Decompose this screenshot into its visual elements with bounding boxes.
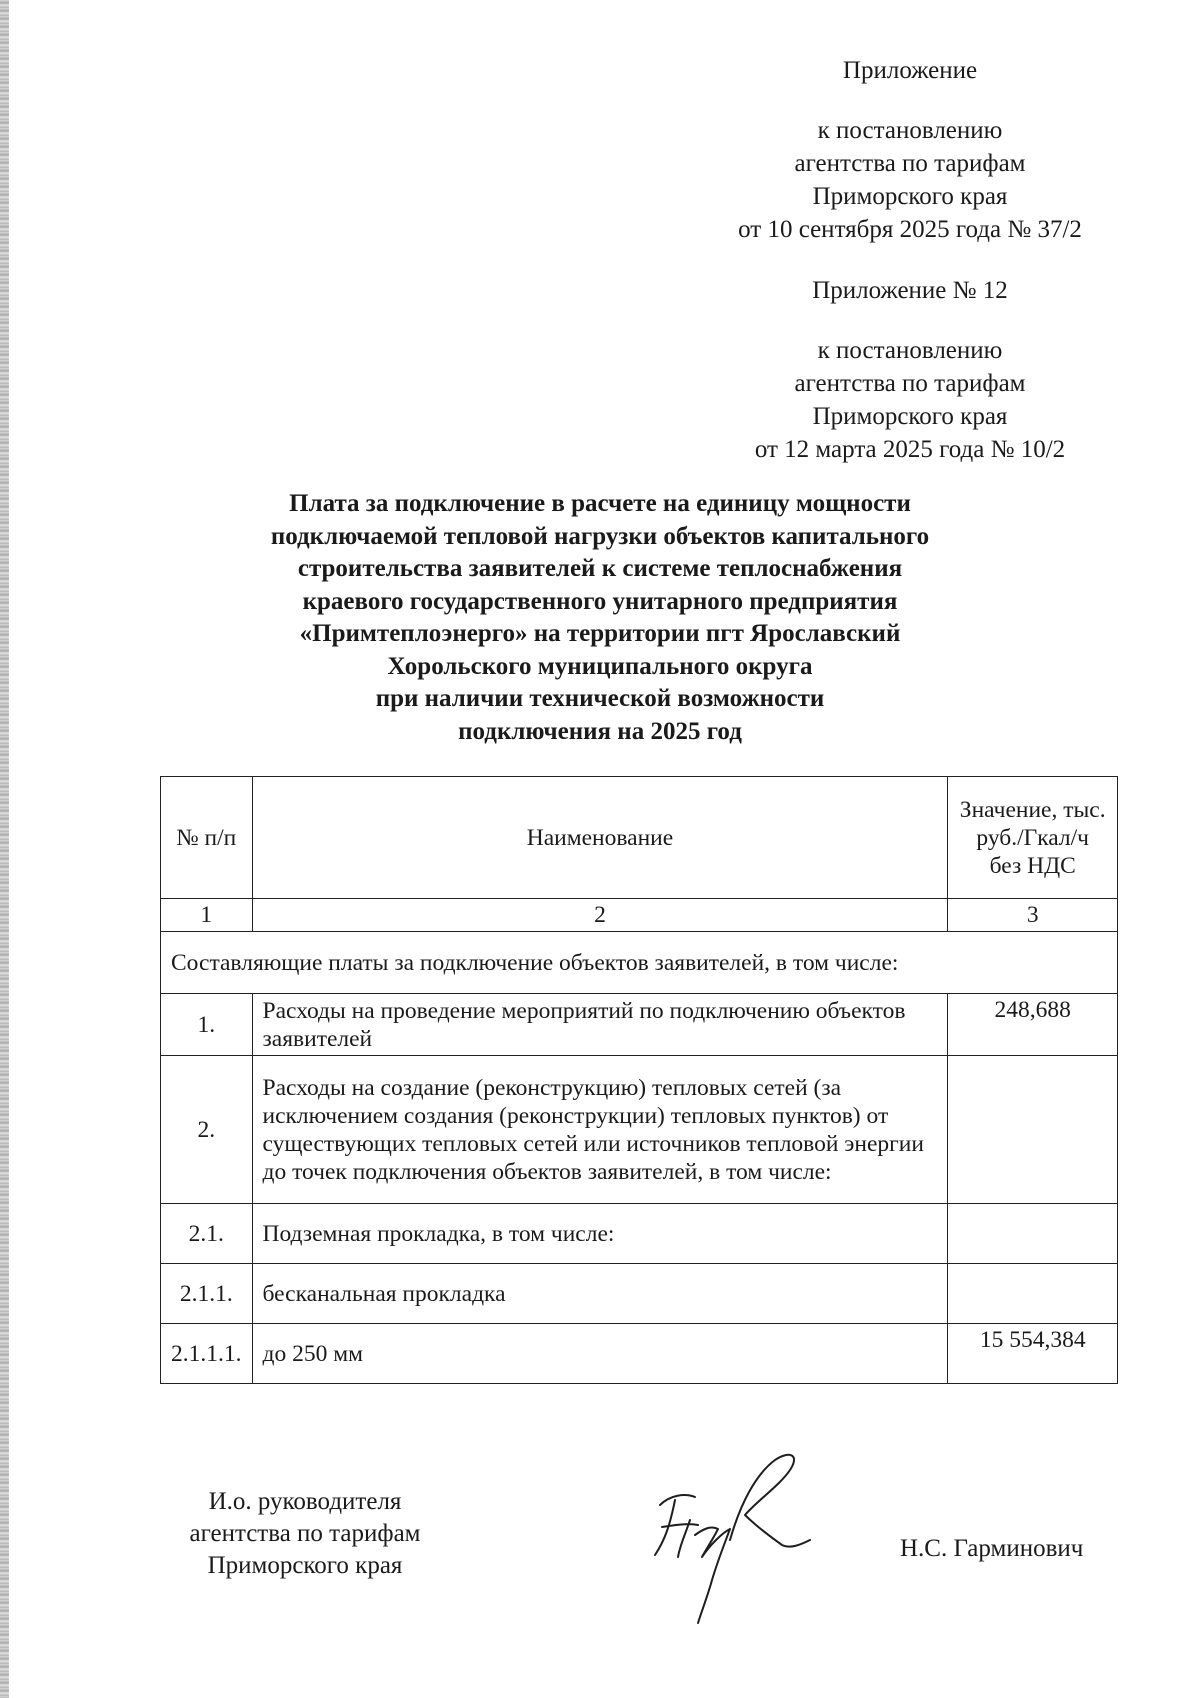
document-title (190, 488, 1010, 748)
row-name: бесканальная прокладка (252, 1264, 948, 1324)
row-number: 2.1. (161, 1204, 253, 1264)
row-number: 2.1.1. (161, 1264, 253, 1324)
table-row (161, 1056, 1118, 1204)
role-line: агентства по тарифам (189, 1520, 421, 1547)
title-line: подключаемой тепловой нагрузки объектов капитального (270, 522, 930, 550)
reference-line: к постановлению (817, 117, 1003, 144)
appendix-12-label: Приложение № 12 (812, 277, 1008, 304)
reference-line: Приморского края (812, 183, 1008, 210)
appendix-label: Приложение (842, 57, 978, 84)
row-name: Расходы на проведение мероприятий по подключению объектов заявителей (252, 994, 948, 1056)
resolution-reference-1 (660, 114, 1160, 246)
column-number-row (161, 899, 1118, 932)
col-number: 3 (948, 899, 1118, 932)
reference-line: агентства по тарифам (794, 150, 1026, 177)
reference-line: Приморского края (812, 403, 1008, 430)
title-line: «Примтеплоэнерго» на территории пгт Ярославский (299, 620, 901, 647)
reference-line: к постановлению (817, 337, 1003, 364)
section-row (161, 932, 1118, 994)
col-header-name: Наименование (252, 777, 948, 899)
title-line: Плата за подключение в расчете на единицу мощности (289, 490, 911, 517)
resolution-reference-2 (660, 334, 1160, 466)
col-number: 1 (161, 899, 253, 932)
appendix-heading (660, 54, 1160, 87)
role-line: Приморского края (207, 1552, 403, 1579)
tariff-table (160, 776, 1118, 1384)
row-number: 2.1.1.1. (161, 1324, 253, 1384)
row-name: Расходы на создание (реконструкцию) тепловых сетей (за исключением создания (реконструкции) тепловых пунктов) от существующих тепловых сетей или источников тепловой энергии до точек подключения объектов заявителей, в том числе: (252, 1056, 948, 1204)
title-line: подключения на 2025 год (458, 717, 742, 745)
scan-edge-artifact (0, 0, 9, 1698)
title-line: Хорольского муниципального округа (387, 652, 813, 680)
table-row (161, 1324, 1118, 1384)
row-value: 248,688 (948, 994, 1118, 1056)
reference-line: агентства по тарифам (794, 370, 1026, 397)
row-value (948, 1056, 1118, 1204)
section-label: Составляющие платы за подключение объектов заявителей, в том числе: (161, 932, 1118, 994)
reference-line: от 12 марта 2025 года № 10/2 (754, 436, 1066, 463)
row-value (948, 1264, 1118, 1324)
signatory-name: Н.С. Гарминович (900, 1535, 1084, 1562)
row-value (948, 1204, 1118, 1264)
handwritten-signature (640, 1445, 820, 1625)
table-header-row (161, 777, 1118, 899)
row-name: Подземная прокладка, в том числе: (252, 1204, 948, 1264)
role-line: И.о. руководителя (208, 1488, 402, 1515)
appendix-12-heading (660, 274, 1160, 307)
row-number: 1. (161, 994, 253, 1056)
table-row (161, 1264, 1118, 1324)
table-row (161, 1204, 1118, 1264)
title-line: при наличии технической возможности (375, 685, 825, 712)
col-header-number: № п/п (161, 777, 253, 899)
row-value: 15 554,384 (948, 1324, 1118, 1384)
col-number: 2 (252, 899, 948, 932)
row-name: до 250 мм (252, 1324, 948, 1384)
table-row (161, 994, 1118, 1056)
reference-line: от 10 сентября 2025 года № 37/2 (738, 216, 1082, 243)
signatory-role (150, 1486, 460, 1582)
row-number: 2. (161, 1056, 253, 1204)
title-line: строительства заявителей к системе теплоснабжения (297, 555, 903, 582)
col-header-value: Значение, тыс. руб./Гкал/ч без НДС (948, 777, 1118, 899)
title-line: краевого государственного унитарного предприятия (302, 587, 898, 615)
